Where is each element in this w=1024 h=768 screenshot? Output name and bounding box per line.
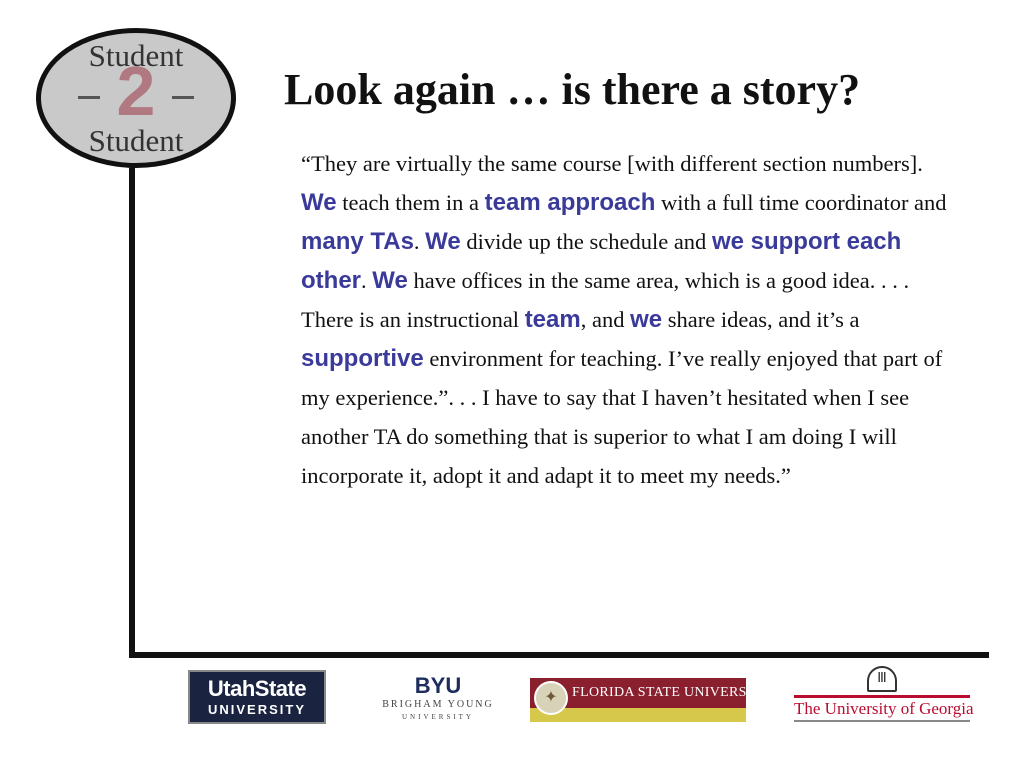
logo-bottom-text: Student — [88, 123, 184, 158]
quote-text: . — [361, 268, 373, 293]
fsu-wordmark: FLORIDA STATE UNIVERSITY — [572, 685, 771, 700]
uga-rule-bottom — [794, 720, 970, 722]
vertical-rule — [129, 168, 135, 658]
florida-state-logo — [530, 678, 771, 722]
emphasis-text: We — [425, 228, 461, 255]
emphasis-text: we — [630, 306, 663, 333]
quote-text: share ideas, and it’s a — [662, 307, 860, 332]
quote-text: teach them in a — [336, 190, 485, 215]
quote-text: . — [413, 229, 426, 254]
logo-left-dash — [78, 96, 100, 99]
usu-wordmark: UtahState — [207, 676, 307, 701]
quote-body — [301, 144, 961, 495]
quote-text: have offices in the same area, which is a good idea. . . . There is an instructional — [301, 268, 910, 332]
quote-text: environment for teaching. I’ve really enjoyed that part of my experience.”. . . I have to say that I haven’t hesitated when I see another TA do something that is superior to what I am doing I will incorporate it, adopt it and adapt it to meet my needs.” — [301, 346, 943, 488]
byu-subtitle-2: UNIVERSITY — [402, 713, 474, 721]
usu-subtitle: UNIVERSITY — [207, 702, 306, 717]
slide-title: Look again … is there a story? — [284, 65, 861, 114]
quote-text: divide up the schedule and — [460, 229, 712, 254]
fsu-seal-icon: ✦ — [534, 681, 568, 715]
logo-number: 2 — [116, 52, 156, 130]
uga-wordmark: The University of Georgia — [794, 699, 974, 718]
quote-text: , and — [580, 307, 631, 332]
utah-state-logo — [188, 670, 326, 724]
emphasis-text: We — [372, 267, 408, 294]
georgia-logo — [794, 666, 974, 726]
student2student-logo — [36, 28, 246, 176]
emphasis-text: supportive — [301, 345, 424, 372]
emphasis-text: team — [524, 306, 581, 333]
uga-arch-icon: Ⅲ — [867, 666, 897, 692]
emphasis-text: many TAs — [301, 228, 414, 255]
byu-subtitle: BRIGHAM YOUNG — [382, 699, 494, 710]
byu-logo — [380, 674, 496, 722]
byu-wordmark: BYU — [414, 673, 462, 698]
horizontal-rule — [129, 652, 989, 658]
emphasis-text: we support each other — [301, 228, 902, 294]
emphasis-text: We — [301, 189, 337, 216]
quote-text: “They are virtually the same course [with different section numbers]. — [301, 151, 923, 176]
logo-right-dash — [172, 96, 194, 99]
logo-top-text: Student — [88, 38, 184, 73]
university-logos — [0, 664, 1024, 764]
emphasis-text: team approach — [484, 189, 656, 216]
quote-text: with a full time coordinator and — [655, 190, 947, 215]
